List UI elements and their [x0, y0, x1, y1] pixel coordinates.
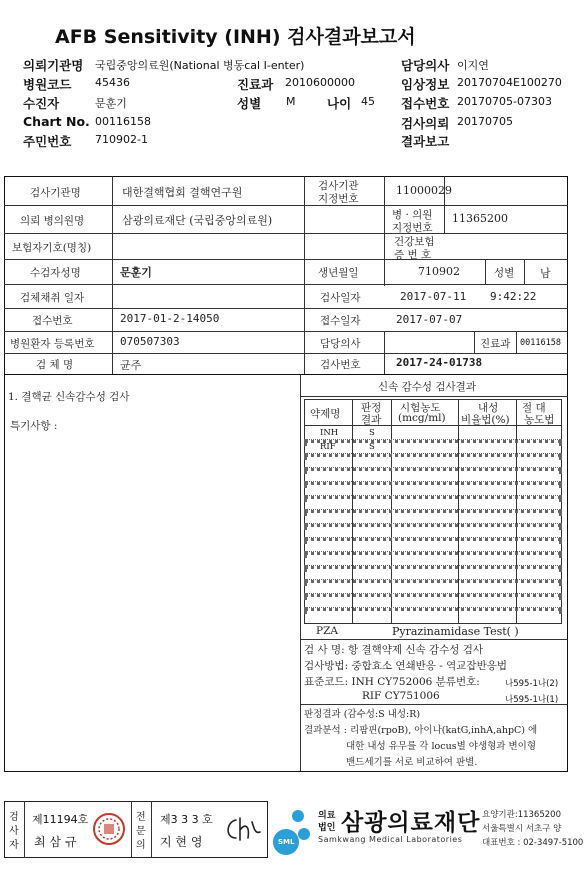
footer-divider — [24, 801, 25, 858]
table-row-line — [304, 495, 562, 499]
col-divider — [524, 259, 525, 284]
table-row-judge: S — [369, 442, 375, 452]
accession-value: 2017-01-2-14050 — [120, 312, 220, 325]
analysis-3: 밴드세기를 서로 비교하여 판별. — [346, 757, 478, 768]
accession-label: 접수번호 — [32, 315, 73, 327]
birth-label: 생년월일 — [318, 267, 359, 279]
table-row-line — [304, 453, 562, 457]
table-row-judge: S — [369, 428, 375, 438]
org-label: 검사기관명 — [30, 187, 81, 199]
lab-code: 요양기관:11365200 — [482, 810, 561, 820]
patient-name-label: 수검자성명 — [30, 267, 81, 279]
pza-divider — [300, 639, 568, 640]
col-res-b: 비율법(%) — [461, 414, 510, 426]
table-row-line — [304, 467, 562, 471]
col-abs-a: 절 대 — [522, 402, 546, 414]
inspector-seal — [92, 812, 126, 846]
table-row-line — [304, 579, 562, 583]
result-label: 결과보고 — [401, 134, 450, 149]
form-border-top — [4, 176, 568, 177]
lab-logo-text: SML — [278, 838, 295, 846]
clinic-label: 의뢰 병의원명 — [20, 215, 85, 227]
table-row-line — [304, 481, 562, 485]
specimen-value: 균주 — [120, 359, 142, 372]
receipt-value: 20170705-07303 — [457, 95, 552, 108]
method-divider — [300, 704, 568, 705]
doctor-value: 이지연 — [457, 59, 489, 72]
col-judge-a: 판정 — [361, 402, 382, 414]
col-conc-a: 시험농도 — [400, 402, 441, 414]
form-border-left — [4, 176, 5, 771]
age-label: 나이 — [327, 96, 352, 111]
table-row-drug: INH — [320, 428, 339, 438]
clinic-value: 삼광의료재단 (국립중앙의료원) — [122, 214, 273, 227]
registration-value: 070507303 — [120, 335, 180, 348]
inspector-label-3: 자 — [9, 840, 19, 851]
dept-value: 2010600000 — [285, 76, 355, 89]
test-no-value: 2017-24-01738 — [396, 356, 483, 369]
col-res-a: 내성 — [478, 402, 499, 414]
col-divider — [516, 331, 517, 353]
lab-name: 삼광의료재단 — [341, 810, 481, 836]
req-org-value: 국립중앙의료원(National 병동cal I-enter) — [95, 59, 305, 72]
resident-label: 주민번호 — [23, 134, 72, 149]
inspector-label-2: 사 — [9, 826, 19, 837]
specimen-label: 검 체 명 — [36, 359, 74, 371]
method-method: 검사방법: 중합효소 연쇄반응 - 역교잡반응법 — [304, 660, 508, 672]
row-divider — [4, 233, 568, 234]
remarks-label: 특기사항 : — [10, 420, 58, 432]
col-conc-b: (mcg/ml) — [398, 412, 446, 424]
resident-value: 710902-1 — [95, 133, 148, 146]
section-title: 1. 결핵균 신속감수성 검사 — [8, 391, 130, 403]
age-value: 45 — [361, 95, 375, 108]
insurer-label: 보험자기호(명칭) — [12, 242, 92, 254]
col-divider — [304, 176, 305, 374]
org-no-label-a: 검사기관 — [318, 180, 359, 192]
req-org-label: 의뢰기관명 — [23, 58, 84, 73]
pza-label: PZA — [316, 625, 338, 637]
patient-label: 수진자 — [23, 96, 60, 111]
receipt-label: 접수번호 — [401, 96, 450, 111]
row-divider — [4, 284, 568, 285]
table-row-line — [304, 607, 562, 611]
row-divider — [4, 353, 568, 354]
lab-english-name: Samkwang Medical Laboratories — [318, 835, 463, 844]
specialist-signature — [222, 814, 262, 844]
table-row-line — [304, 439, 562, 443]
result-title: 신속 감수성 검사결과 — [378, 381, 476, 393]
form-border-bottom — [4, 771, 568, 772]
analysis-2: 대한 내성 유무를 각 locus별 야생형과 변이형 — [346, 741, 537, 752]
col-divider — [485, 259, 486, 284]
gender-label: 성별 — [494, 267, 515, 279]
report-title: AFB Sensitivity (INH) 검사결과보고서 — [55, 26, 416, 48]
col-divider — [384, 176, 385, 286]
table-row-line — [304, 565, 562, 569]
col-divider — [384, 353, 385, 374]
inspector-no: 제11194호 — [32, 813, 89, 826]
accession-date-label: 접수일자 — [320, 315, 361, 327]
sex-label: 성별 — [237, 96, 262, 111]
method-code-2: RIF CY751006 — [362, 690, 440, 702]
col-abs-b: 농도법 — [524, 414, 555, 426]
method-code: 표준코드: INH CY752006 분류번호: — [304, 676, 480, 688]
registration-label: 병원환자 등록번호 — [10, 338, 95, 350]
test-req-value: 20170705 — [457, 115, 513, 128]
row-divider — [4, 308, 568, 309]
hosp-code-value: 45436 — [95, 76, 130, 89]
footer-divider — [131, 801, 132, 858]
table-row-line — [304, 537, 562, 541]
insurance-no-label-b: 증 번 호 — [394, 249, 432, 261]
col-drug: 약제명 — [310, 408, 341, 420]
row-divider — [4, 374, 568, 375]
clinical-label: 임상정보 — [401, 77, 450, 92]
org-no-label-b: 지정번호 — [318, 193, 359, 205]
org-value: 대한결핵협회 결핵연구원 — [122, 186, 243, 199]
analysis-1: 결과분석 : 리팜핀(rpoB), 아이나(katG,inhA,ahpC) 에 — [304, 725, 538, 736]
accession-date-value: 2017-07-07 — [396, 313, 463, 326]
chart-label: Chart No. — [23, 114, 90, 129]
test-time-value: 9:42:22 — [490, 290, 537, 303]
class-code-2: 나595-1나(1) — [505, 695, 559, 705]
clinical-value: 20170704E100270 — [457, 76, 562, 89]
lab-address: 서울특별시 서초구 양 — [482, 824, 562, 834]
table-border — [304, 623, 562, 624]
lab-phone: 대표번호 : 02-3497-5100 — [482, 838, 584, 848]
chart-value: 00116158 — [95, 115, 151, 128]
col-divider — [474, 331, 475, 353]
patient-name-value: 문훈기 — [120, 266, 152, 279]
table-row-line — [304, 551, 562, 555]
table-row-line — [304, 523, 562, 527]
insurance-no-label-a: 건강보험 — [394, 236, 435, 248]
class-code-1: 나595-1나(2) — [505, 679, 559, 689]
table-row-line — [304, 593, 562, 597]
row-divider — [4, 331, 568, 332]
clinic-no-label-a: 병 · 의원 — [392, 209, 433, 221]
gender-value: 남 — [540, 267, 551, 280]
result-divider — [300, 396, 568, 397]
doctor-label: 담당의사 — [401, 58, 450, 73]
test-date-label: 검사일자 — [320, 292, 361, 304]
test-no-label: 검사번호 — [320, 359, 361, 371]
table-row-line — [304, 509, 562, 513]
col-divider — [112, 176, 113, 374]
specialist-no: 제3 3 3 호 — [160, 813, 213, 826]
department-value: 00116158 — [520, 338, 561, 348]
row-divider — [4, 205, 568, 206]
test-req-label: 검사의뢰 — [401, 116, 450, 131]
dept-label: 진료과 — [237, 77, 274, 92]
attending-label: 담당의사 — [320, 338, 361, 350]
org-no-value: 11000029 — [396, 184, 452, 197]
corp-label-2: 법인 — [318, 823, 336, 833]
clinic-no-label-b: 지정번호 — [392, 222, 433, 234]
lab-logo-icon — [272, 808, 312, 856]
specialist-label-2: 문 — [136, 826, 146, 837]
judgement: 판정결과 (감수성:S 내성:R) — [304, 709, 421, 720]
section-divider — [300, 374, 301, 771]
collect-date-label: 검체채취 일자 — [20, 292, 85, 304]
corp-label-1: 의료 — [318, 811, 336, 821]
method-name: 검 사 명: 항 결핵약제 신속 감수성 검사 — [304, 644, 484, 656]
col-divider — [384, 331, 385, 353]
birth-value: 710902 — [418, 265, 460, 278]
pza-value: Pyrazinamidase Test( ) — [392, 625, 519, 638]
hosp-code-label: 병원코드 — [23, 77, 72, 92]
row-divider — [4, 259, 568, 260]
specialist-label-3: 의 — [136, 840, 146, 851]
inspector-name: 최 삼 규 — [34, 835, 77, 849]
form-border-right — [567, 176, 568, 771]
patient-value: 문훈기 — [95, 97, 127, 110]
clinic-no-value: 11365200 — [452, 212, 508, 225]
table-row-drug: RIF — [320, 442, 336, 452]
specialist-label-1: 전 — [136, 812, 146, 823]
department-label: 진료과 — [480, 338, 511, 350]
sex-value: M — [286, 95, 296, 108]
inspector-label-1: 검 — [9, 812, 19, 823]
specialist-name: 지 현 영 — [160, 835, 203, 849]
col-judge-b: 결과 — [361, 414, 382, 426]
footer-divider — [151, 801, 152, 858]
test-date-value: 2017-07-11 — [400, 290, 467, 303]
